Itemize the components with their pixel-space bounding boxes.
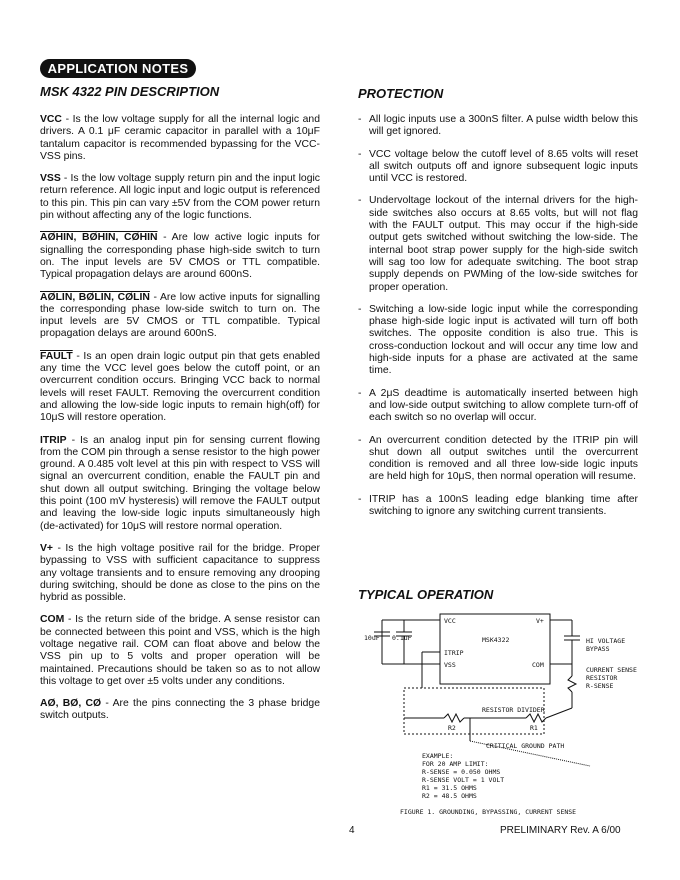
example-line: EXAMPLE: [422,752,454,760]
example-line: R-SENSE = 0.050 OHMS [422,768,501,776]
protection-item: - An overcurrent condition detected by the ITRIP pin will shut down all output switches until the overcurrent condition is removed and all three low-side logic inputs are held high for 10μS, then normal operation will resume. [358,435,638,484]
label-r2: R2 [448,724,456,732]
label-bypass: BYPASS [586,645,610,653]
label-divider: RESISTOR DIVIDER [482,706,545,714]
example-line: FOR 20 AMP LIMIT: [422,760,489,768]
pin-vplus: V+ - Is the high voltage positive rail for the bridge. Proper bypassing to VSS with sufficient capacitance to suppress any voltage transients and to ensure removing any drooping during switching, should be done as close to the pins on the hybrid as possible. [40,542,320,604]
pin-phase-outputs: AØ, BØ, CØ - Are the pins connecting the 3 phase bridge switch outputs. [40,698,320,722]
label-r1: R1 [530,724,538,732]
figure-caption: FIGURE 1. GROUNDING, BYPASSING, CURRENT SENSE [400,808,577,816]
page-number: 4 [349,825,355,836]
label-hv: HI VOLTAGE [586,637,626,645]
protection-item: - Switching a low-side logic input while the corresponding phase high-side logic input is activated will turn off both switches. The opposite condition is also true. This is cross-conduction lockout and will occur any time low and high-side inputs for a phase are activated at the same time. [358,304,638,378]
pin-itrip: ITRIP - Is an analog input pin for sensing current flowing from the COM pin through a sense resistor to the high power ground. A 0.485 volt level at this pin with respect to VSS will signal an overcurrent condition, enable the FAULT pin and shut down all output switching. Bringing the voltage below this point (100 mV hysteresis) will remove the FAULT output and leaving the low-side logic inputs simultaneously high (de-activated) for 10μS will restore normal operation. [40,434,320,532]
protection-item: - Undervoltage lockout of the internal drivers for the high-side switches also occurs at 8.65 volts, but will not flag with the FAULT output. This may occur if the high-side output gets switched without switching the low-side. The internal boot strap power supply for the high-side switch will sag too low for adequate switching. The boot strap supply depends on PWMing of the low-side switches for proper operation. [358,195,638,293]
label-vplus: V+ [536,617,544,625]
label-com: COM [532,661,544,669]
pin-vss: VSS - Is the low voltage supply return pin and the input logic return reference. All logic input and logic output is referenced to this pin. This pin can vary ±5V from the COM power return pin without affecting any of the logic functions. [40,173,320,222]
protection-item: - All logic inputs use a 300nS filter. A pulse width below this will get ignored. [358,114,638,139]
section-badge: APPLICATION NOTES [40,59,196,78]
example-line: R-SENSE VOLT = 1 VOLT [422,776,505,784]
typical-operation-diagram [360,606,650,818]
pin-com: COM - Is the return side of the bridge. A sense resistor can be connected between this point and VSS, which is the high voltage negative rail. COM can float above and below the VSS pin up to 5 volts and proper operation will be maintained. Precautions should be taken so as to not allow this voltage to get over ±5 volts under any conditions. [40,614,321,687]
label-critical-path: CRITICAL GROUND PATH [486,742,565,750]
protection-item: - A 2μS deadtime is automatically inserted between high and low-side output switching to allow complete turn-off of each switch so no overlap will occur. [358,388,638,425]
protection-title: PROTECTION [358,86,444,101]
protection-column [358,114,638,528]
protection-item: - ITRIP has a 100nS leading edge blanking time after switching to ignore any switching current transients. [358,494,638,519]
pin-description-title: MSK 4322 PIN DESCRIPTION [40,84,220,99]
revision-label: PRELIMINARY Rev. A 6/00 [500,825,621,836]
label-vss: VSS [444,661,456,669]
label-cap2: 0.1uF [392,634,412,642]
label-sense2: RESISTOR [586,674,618,682]
label-itrip: ITRIP [444,649,464,657]
example-line: R1 = 31.5 OHMS [422,784,477,792]
pin-high-inputs: AØHIN, BØHIN, CØHIN - Are low active logic inputs for signalling the corresponding phase high-side switch to turn on. The input levels are 5V CMOS or TTL compatible. Typical propagation delays are around 600nS. [40,232,320,281]
protection-item: - VCC voltage below the cutoff level of 8.65 volts will reset all switch outputs off and ignore subsequent logic inputs until VCC is restored. [358,149,638,186]
label-sense3: R-SENSE [586,682,614,690]
typical-operation-title: TYPICAL OPERATION [358,587,494,602]
label-vcc: VCC [444,617,456,625]
example-line: R2 = 48.5 OHMS [422,792,477,800]
label-cap: 10uF [364,634,380,642]
label-sense1: CURRENT SENSE [586,666,637,674]
pin-low-inputs: AØLIN, BØLIN, CØLIN - Are low active inputs for signalling the corresponding phase low-side switch to turn on. The input levels are 5V CMOS or TTL compatible. Typical propagation delays are around 600nS. [40,291,320,340]
label-part: MSK4322 [482,636,510,644]
pin-fault: FAULT - Is an open drain logic output pin that gets enabled any time the VCC level goes below the cutoff point, or an overcurrent condition occurs. Bringing VCC back to normal levels will reset FAULT. Removing the overcurrent condition and allowing the low-side logic inputs to remain high(off) for 10μS will restore operation. [40,350,321,424]
pin-description-column [40,114,320,733]
pin-vcc: VCC - Is the low voltage supply for all the internal logic and drivers. A 0.1 μF ceramic capacitor in parallel with a 10μF tantalum capacitor is recommended bypassing for the VCC-VSS pins. [40,114,320,162]
